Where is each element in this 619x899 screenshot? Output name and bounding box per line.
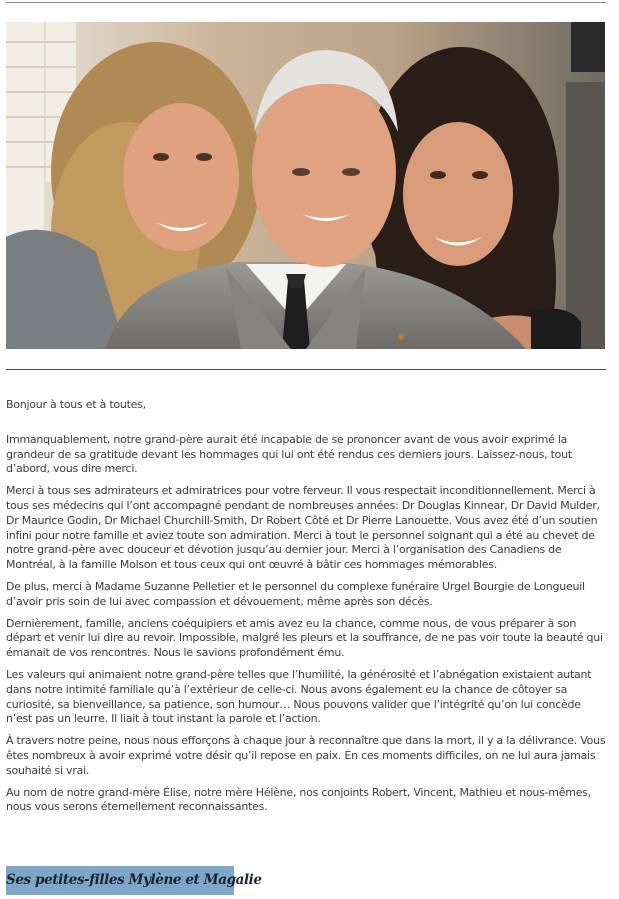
letter-paragraph: Dernièrement, famille, anciens coéquipiers et amis avez eu la chance, comme nous, de vous préparer à son départ et venir lui dire au revoir. Impossible, malgré les pleurs et la souffrance, de ne pas voir toute la beauté qui émanait de vos rencontres. Nous le savions profondément ému. [6, 616, 603, 660]
section-divider [6, 369, 606, 370]
signature-banner: Ses petites-filles Mylène et Magalie [6, 866, 234, 895]
top-divider [6, 2, 606, 3]
letter-greeting: Bonjour à tous et à toutes, [6, 398, 146, 411]
letter-paragraph: Immanquablement, notre grand-père aurait été incapable de se prononcer avant de vous avoir exprimé la grandeur de sa gratitude devant les hommages qui lui ont été rendus ces derniers jours. Laissez-nous, tout d’abord, vous dire merci. [6, 432, 572, 476]
letter-paragraph: Au nom de notre grand-mère Élise, notre mère Hélène, nos conjoints Robert, Vincent, Mathieu et nous-mêmes, nous vous serons éternellement reconnaissantes. [6, 785, 591, 814]
letter-paragraph: Merci à tous ses admirateurs et admiratrices pour votre ferveur. Il vous respectait inconditionnellement. Merci à tous ses médecins qui l’ont accompagné pendant de nombreuses années: Dr Douglas Kinnear, Dr David Mulder, Dr Maurice Godin, Dr Michael Churchill-Smith, Dr Robert Côté et Dr Pierre Lanouette. Vous avez été d’un soutien infini pour notre famille et aviez toute son admiration. Merci à tout le personnel soignant qui a été au chevet de notre grand-père avec douceur et dévotion jusqu’au dernier jour. Merci à l’organisation des Canadiens de Montréal, à la famille Molson et tous ceux qui ont œuvré à bâtir ces hommages mémorables. [6, 484, 600, 572]
letter-body [6, 398, 610, 822]
family-photo [6, 22, 605, 349]
family-photo-illustration [6, 22, 605, 349]
letter-paragraph: À travers notre peine, nous nous efforçons à chaque jour à reconnaître que dans la mort, il y a la délivrance. Vous êtes nombreux à avoir exprimé votre désir qu’il repose en paix. En ces moments difficiles, on ne lui aura jamais souhaité si vrai. [6, 734, 606, 777]
letter-paragraph: De plus, merci à Madame Suzanne Pelletier et le personnel du complexe funéraire Urgel Bourgie de Longueuil d’avoir pris soin de lui avec compassion et dévouement, même après son décès. [6, 579, 585, 608]
letter-paragraph: Les valeurs qui animaient notre grand-père telles que l’humilité, la générosité et l’abnégation existaient autant dans notre intimité familiale qu’à l’extérieur de celle-ci. Nous avons également eu la chance de côtoyer sa curiosité, sa bienveillance, sa patience, son humour… Nous pouvons valider que l’intégrité qu’on lui concède n’est pas un leurre. Il liait à tout instant la parole et l’action. [6, 667, 592, 726]
